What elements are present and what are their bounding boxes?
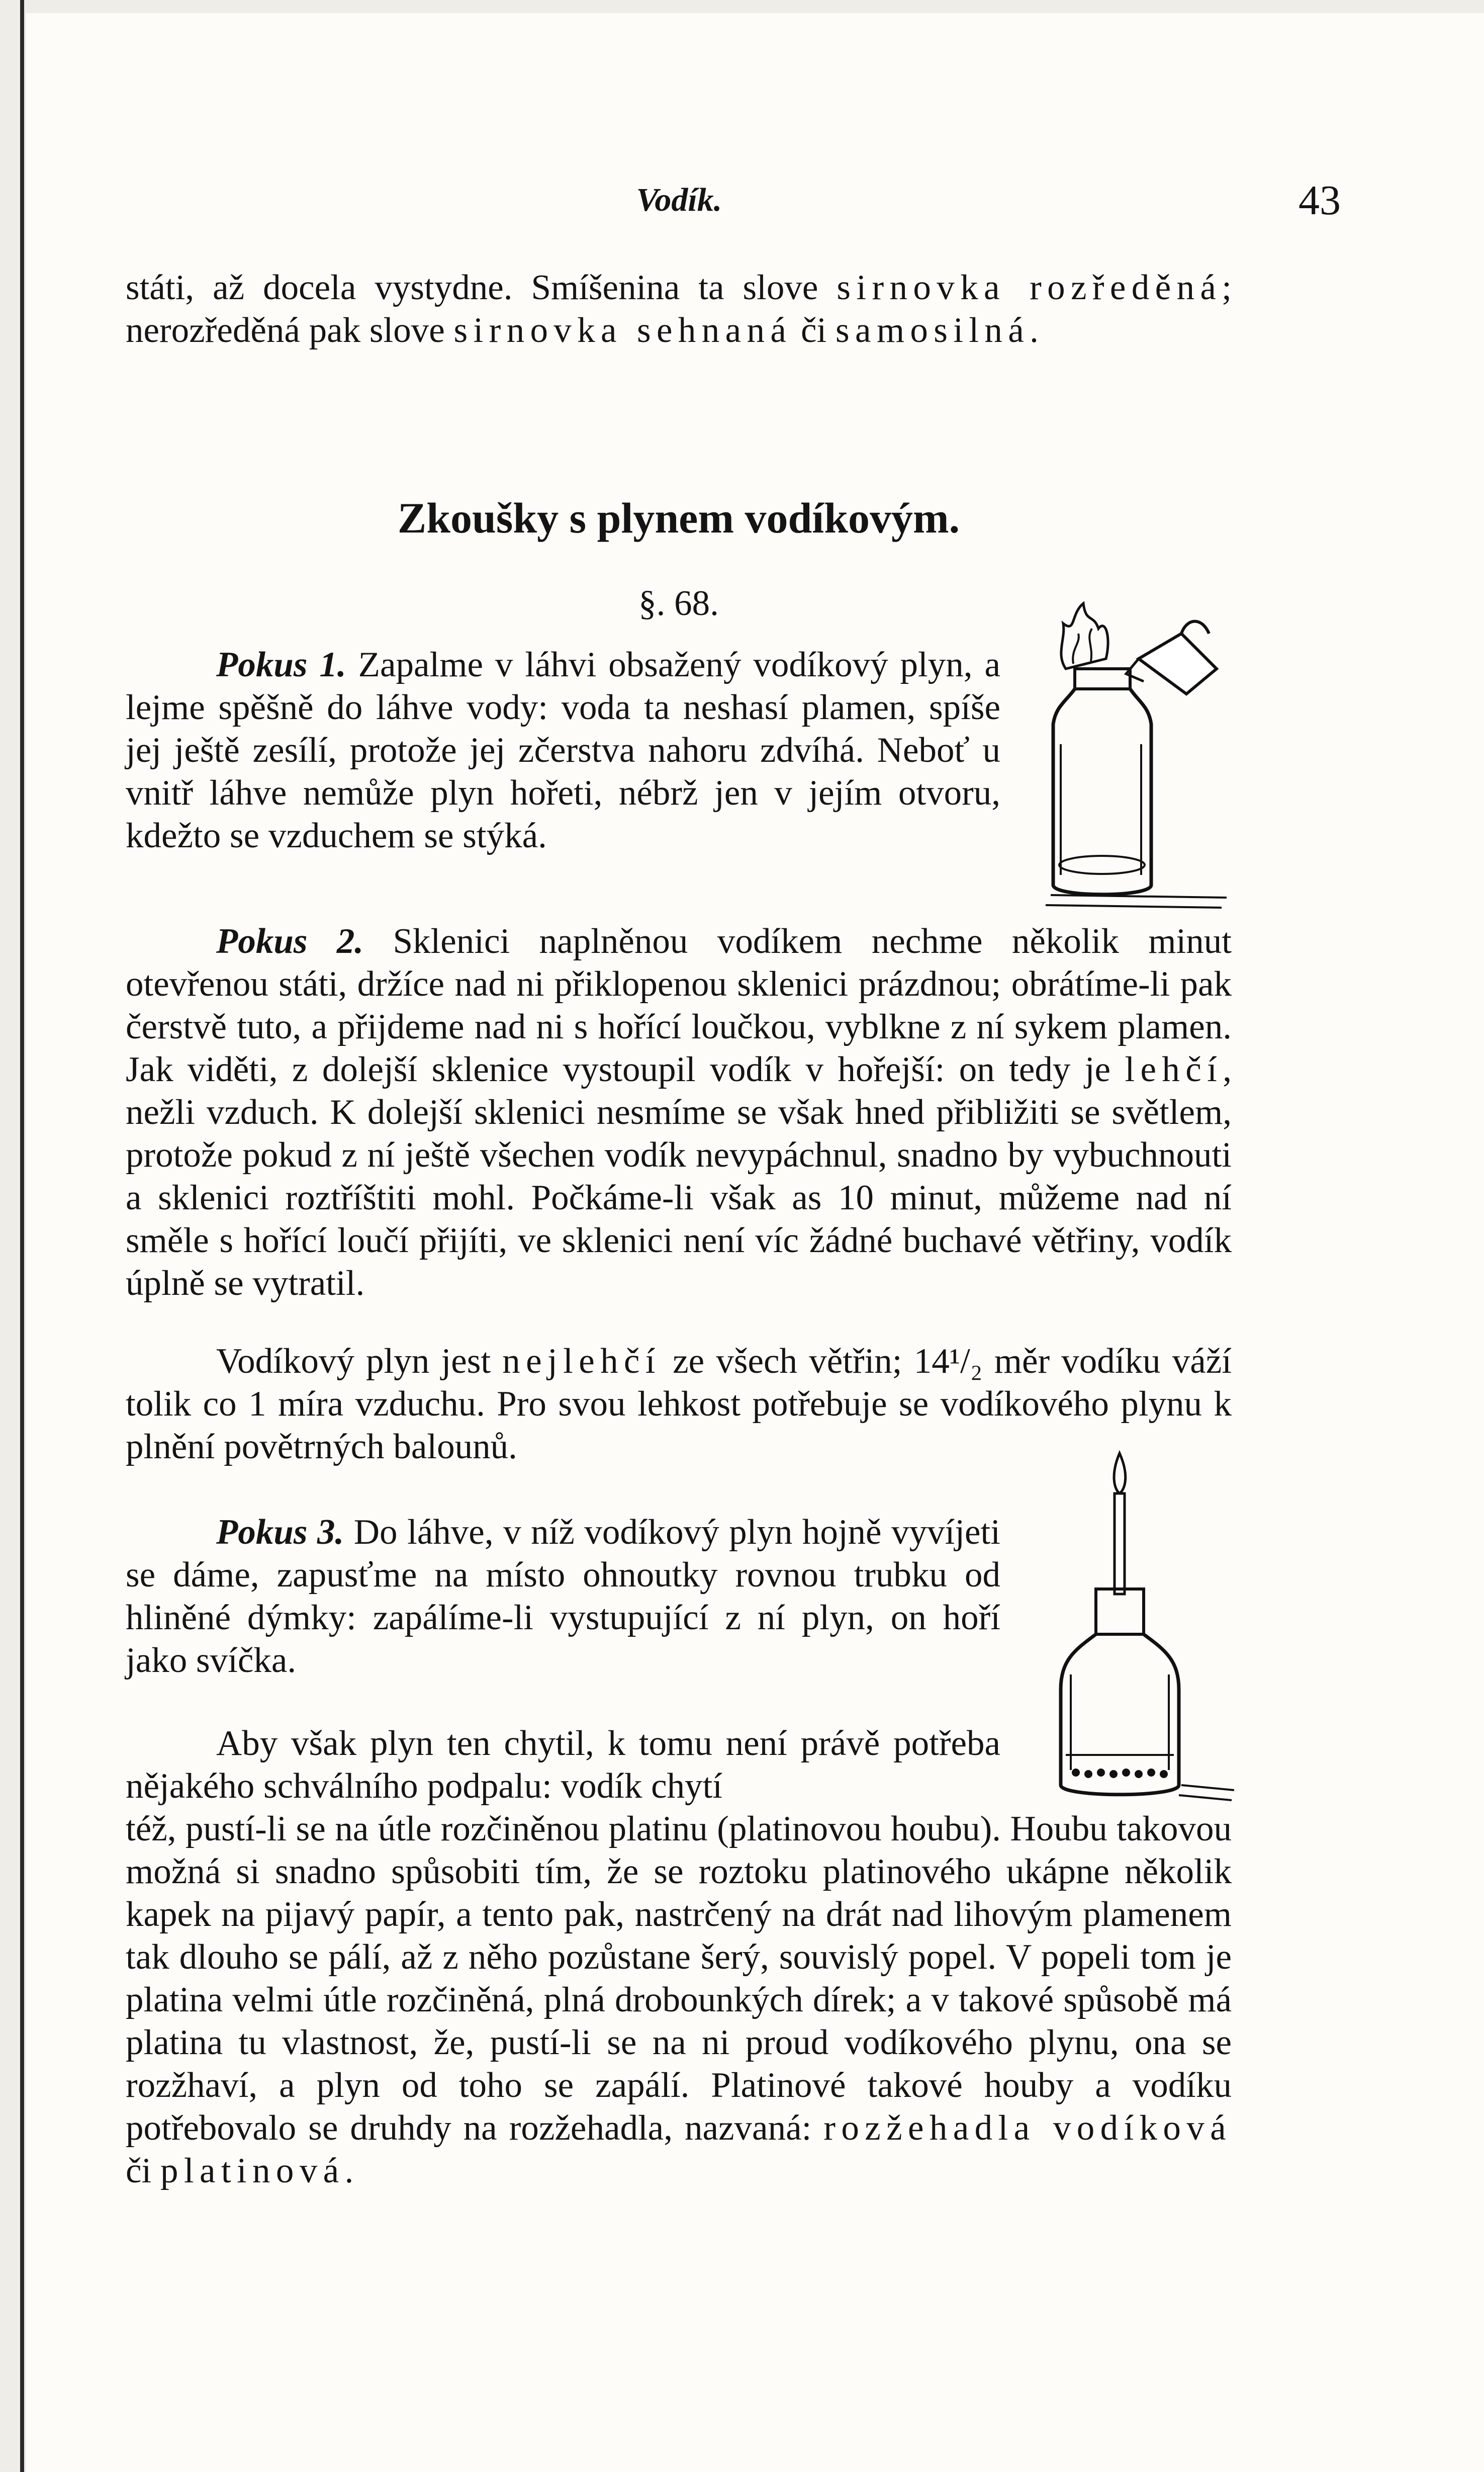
final-text: Aby však plyn ten chytil, k tomu není právě potřeba nějakého schválního podpalu: vodík chytí xyxy=(126,1724,1000,1806)
intro-text: či xyxy=(792,311,836,350)
lightness-text: ze všech větřin; xyxy=(661,1342,914,1381)
final-paragraph-start xyxy=(126,1722,1000,1808)
term-platinova: platinová xyxy=(160,2151,345,2190)
term-nejlehci: nejlehčí xyxy=(502,1342,661,1381)
section-heading: Zkoušky s plynem vodíkovým. xyxy=(397,494,960,542)
term-sirnovka-rozredena: sirnovka rozředěná xyxy=(837,268,1222,307)
bottle-with-pipe-flame-figure xyxy=(1051,1438,1237,1810)
final-text: . xyxy=(344,2151,354,2190)
pokus-3-text: Do láhve, v níž vodíkový plyn hojně vyvíjeti se dáme, zapusťme na místo ohnoutky rovnou trubku od hliněné dýmky: zapálíme-li vystupující z ní plyn, on hoří jako svíčka. xyxy=(126,1513,1001,1680)
final-text: či xyxy=(126,2151,160,2190)
pokus-2-text: , nežli vzduch. K dolejší sklenici nesmíme se však hned přibližiti se světlem, protože pokud z ní ještě všechen vodík nevypáchnul, snadno by vybuchnouti a sklenici roztříštiti mohl. Počkáme-li však as 10 minut, můžeme nad ní směle s hořící loučí přijíti, ve sklenici není víc žádné buchavé větřiny, vodík úplně se vytratil. xyxy=(126,1050,1232,1303)
pokus-3-label: Pokus 3. xyxy=(216,1513,344,1552)
page-top-edge xyxy=(0,0,1484,13)
lightness-text: měr vodíku váží tolik co 1 míra vzduchu. Pro svou lehkost potřebuje se vodíkového plynu k plnění povětrných balounů. xyxy=(126,1342,1232,1466)
intro-text: ; nerozředěná pak slove xyxy=(126,268,1232,350)
page-header xyxy=(126,177,1341,241)
pokus-2-paragraph xyxy=(126,920,1232,1305)
running-title: Vodík. xyxy=(636,182,722,218)
bottle-pouring-water-figure xyxy=(1036,593,1232,915)
final-text: též, pustí-li se na útle rozčiněnou platinu (platinovou houbu). Houbu takovou možná si snadno spůsobiti tím, že se roztoku platinového ukápne několik kapek na pijavý papír, a tento pak, nastrčený na drát nad lihovým plamenem tak dlouho se pálí, až z něho pozůstane šerý, souvislý popel. V popeli tom je platina velmi útle rozčiněná, plná drobounkých dírek; a v takové spůsobě má platina tu vlastnost, že, pustí-li se na ni proud vodíkového plynu, ona se rozžhaví, a plyn od toho se zapálí. Platinové takové houby a vodíku potřebovalo se druhdy na rozžehadla, nazvaná: xyxy=(126,1809,1232,2148)
page-number: 43 xyxy=(1298,177,1341,224)
section-number: §. 68. xyxy=(638,584,719,623)
pokus-1-label: Pokus 1. xyxy=(216,645,346,684)
pokus-3-paragraph xyxy=(126,1511,1000,1682)
pokus-1-text: Zapalme v láhvi obsažený vodíkový plyn, a lejme spěšně do láhve vody: voda ta neshasí plamen, spíše jej ještě zesílí, protože jej zčerstva nahoru zdvíhá. Neboť u vnitř láhve nemůže plyn hořeti, nébrž jen v jejím otvoru, kdežto se vzduchem se stýká. xyxy=(126,645,1000,855)
intro-text: státi, až docela vystydne. Smíšenina ta slove xyxy=(126,268,837,307)
page-binding-edge xyxy=(0,0,26,2472)
final-paragraph-rest xyxy=(126,1808,1232,2192)
term-sirnovka-sehnana: sirnovka sehnaná xyxy=(453,311,792,350)
term-rozzehadla-vodikova: rozžehadla vodíková xyxy=(823,2108,1232,2148)
pokus-1-paragraph xyxy=(126,644,1000,857)
fraction: 14¹/₂ xyxy=(913,1342,983,1381)
lightness-text: Vodíkový plyn jest xyxy=(216,1342,503,1381)
term-lehci: lehčí xyxy=(1125,1050,1223,1089)
pokus-2-text: Sklenici naplněnou vodíkem nechme několik minut otevřenou státi, držíce nad ni přiklopenou sklenici prázdnou; obrátíme-li pak čerstvě tuto, a přijdeme nad ni s hořící loučkou, vyblkne z ní sykem plamen. Jak viděti, z dolejší sklenice vystoupil vodík v hořejší: on tedy je xyxy=(126,922,1232,1089)
intro-text: . xyxy=(1030,311,1039,350)
pokus-2-label: Pokus 2. xyxy=(216,922,364,961)
intro-paragraph xyxy=(126,267,1232,352)
term-samosilna: samosilná xyxy=(835,311,1030,350)
